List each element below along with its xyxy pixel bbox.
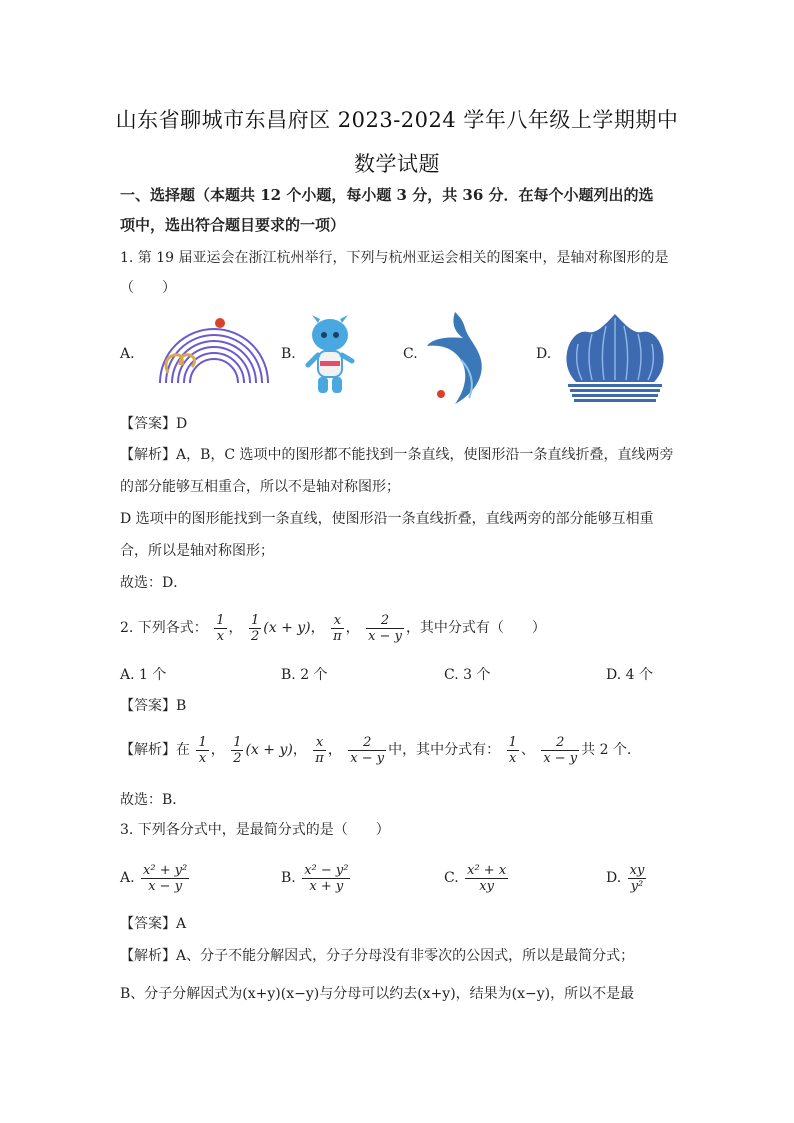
lotus-emblem-icon: [562, 312, 668, 404]
fraction: $\frac{\text{x² − y²}}{x + y}$: [304, 862, 349, 894]
q1-explanation-line2: 的部分能够互相重合，所以不是轴对称图形；: [120, 479, 400, 495]
q2-number: 2. 下列各式：: [120, 620, 208, 636]
fraction: $\frac{1}{2}$: [233, 734, 242, 766]
q1-stem-paren: （ ）: [120, 280, 176, 296]
q1-stem: 1. 第 19 届亚运会在浙江杭州举行，下列与杭州亚运会相关的图案中，是轴对称图形的是: [120, 250, 669, 266]
q2-option-c: C. 3 个: [444, 667, 491, 683]
q2-option-d: D. 4 个: [606, 667, 653, 683]
q1-option-c-image: [425, 310, 495, 410]
mascot-figure-icon: [300, 313, 360, 399]
q1-option-a-image: [150, 313, 274, 397]
q1-option-d-label: D.: [536, 346, 552, 362]
fraction: $\frac{1}{x}$: [216, 612, 225, 644]
fraction: $\frac{2}{x - y}$: [368, 612, 402, 644]
rainbow-arcs-emblem-icon: [150, 313, 274, 393]
q2-stem: 2. 下列各式： $\frac{1}{x}$ ， $\frac{1}{2}$ (x + y)， $\frac{x}{\pi}$ ， $\frac{2}{x - y}$ ，其中分式有（ ）: [120, 612, 546, 644]
q1-option-b-image: [300, 313, 360, 403]
q2-option-a: A. 1 个: [120, 667, 167, 683]
fraction: $\frac{1}{2}$: [251, 612, 260, 644]
q1-answer: 【答案】D: [120, 416, 188, 432]
q1-option-b-label: B.: [281, 346, 296, 362]
q1-explanation-line1: 【解析】A，B，C 选项中的图形都不能找到一条直线，使图形沿一条直线折叠，直线两旁: [120, 447, 674, 463]
q3-explanation-line2: B、分子分解因式为(x+y)(x−y)与分母可以约去(x+y)，结果为(x−y)，所以不是最: [120, 986, 635, 1002]
fish-tail-emblem-icon: [425, 310, 495, 406]
fraction: $\frac{x}{\pi}$: [315, 734, 324, 766]
q3-option-a: A. $\frac{\text{x² + y²}}{x - y}$: [120, 862, 188, 894]
q2-option-b: B. 2 个: [281, 667, 328, 683]
q2-conclusion: 故选：B．: [120, 792, 187, 808]
q1-explanation-line4: 合，所以是轴对称图形；: [120, 543, 274, 559]
q1-explanation-line3: D 选项中的图形能找到一条直线，使图形沿一条直线折叠，直线两旁的部分能够互相重: [120, 511, 654, 527]
q2-explanation: 【解析】在 $\frac{1}{x}$ ， $\frac{1}{2}$ (x + y)， $\frac{x}{\pi}$ ， $\frac{2}{x - y}$ 中，其中分式有： $\frac{1}{x}$ 、 $\frac{2}{x - y}$ 共 2 个．: [120, 734, 641, 766]
q1-option-d-image: [562, 312, 668, 408]
q3-stem: 3. 下列各分式中，是最简分式的是（ ）: [120, 822, 390, 838]
page-subtitle: 数学试题: [354, 152, 440, 176]
fraction: $\frac{2}{x - y}$: [350, 734, 385, 766]
section-heading-line2: 项中，选出符合题目要求的一项）: [120, 216, 346, 234]
fraction: $\frac{2}{x - y}$: [543, 734, 578, 766]
q3-option-d: D. $\frac{xy}{\text{y²}}$: [606, 862, 645, 894]
q1-option-c-label: C.: [403, 346, 418, 362]
fraction: $\frac{1}{x}$: [508, 734, 517, 766]
page-title: 山东省聊城市东昌府区 2023-2024 学年八年级上学期期中: [115, 108, 679, 132]
q3-answer: 【答案】A: [120, 916, 187, 932]
fraction: $\frac{\text{x² + y²}}{x - y}$: [143, 862, 188, 894]
q3-option-c: C. $\frac{\text{x² + x}}{xy}$: [444, 862, 507, 894]
section-heading-line1: 一、选择题（本题共 12 个小题，每小题 3 分，共 36 分．在每个小题列出的选: [120, 186, 654, 204]
q1-conclusion: 故选：D．: [120, 575, 188, 591]
q3-option-b: B. $\frac{\text{x² − y²}}{x + y}$: [281, 862, 349, 894]
q3-explanation-line1: 【解析】A、分子不能分解因式，分子分母没有非零次的公因式，所以是最简分式；: [120, 948, 635, 964]
fraction: $\frac{\text{x² + x}}{xy}$: [467, 862, 507, 894]
fraction: $\frac{x}{\pi}$: [333, 612, 342, 644]
q1-option-a-label: A.: [120, 346, 135, 362]
fraction: $\frac{1}{x}$: [198, 734, 207, 766]
fraction: $\frac{xy}{\text{y²}}$: [629, 862, 645, 894]
q2-answer: 【答案】B: [120, 698, 187, 714]
